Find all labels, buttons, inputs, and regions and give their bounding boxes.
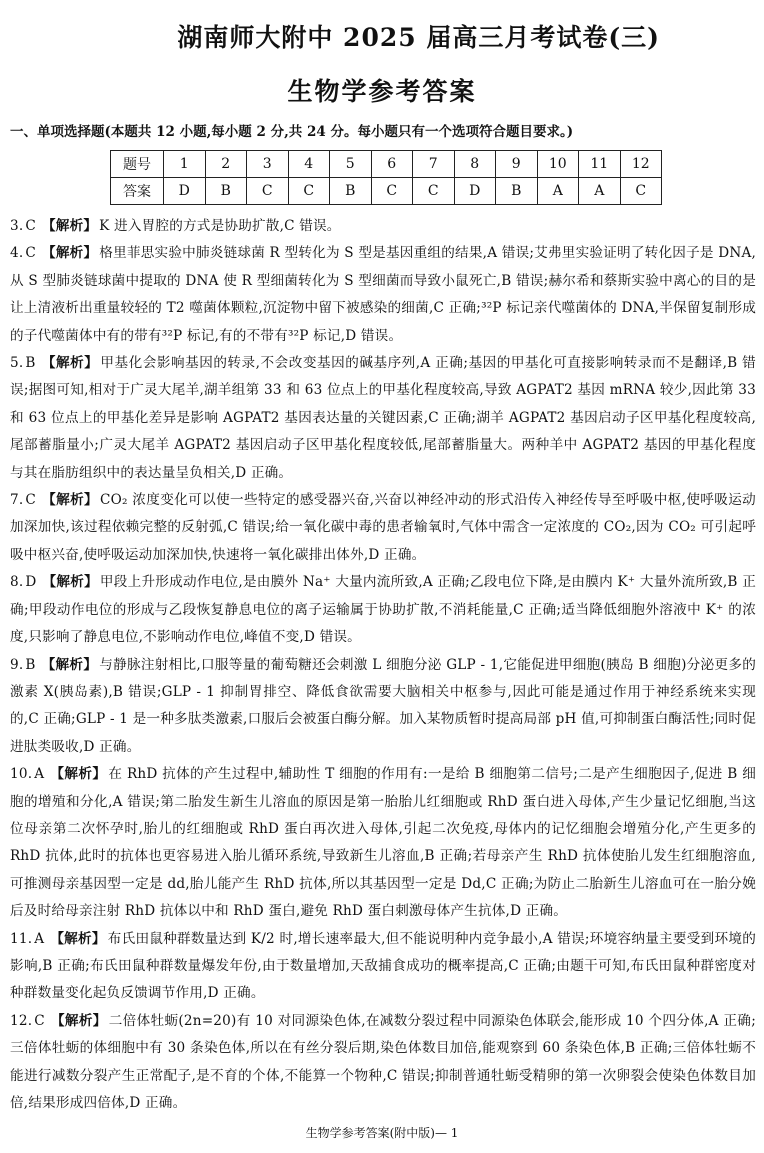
- question-number: 4.: [10, 245, 24, 262]
- answer-letter-cell: A: [579, 178, 621, 205]
- explanation-text: 布氏田鼠种群数量达到 K/2 时,增长速率最大,但不能说明种内竞争最小,A 错误;环境容纳量主要受到环境的影响,B 正确;布氏田鼠种群数量爆发年份,由于数量增加,天敌捕食成功的概率提高,C 正确;由题干可知,布氏田鼠种群密度对种群数量变化起负反馈调节作用,D 正确。: [10, 930, 756, 1002]
- explanation-text: 在 RhD 抗体的产生过程中,辅助性 T 细胞的作用有:一是给 B 细胞第二信号;二是产生细胞因子,促进 B 细胞的增殖和分化,A 错误;第二胎发生新生儿溶血的原因是第一胎胎儿红细胞或 RhD 蛋白进入母体,产生少量记忆细胞,当这位母亲第二次怀孕时,胎儿的红细胞或 RhD 蛋白再次进入母体,引起二次免疫,母体内的记忆细胞会增殖分化,产生更多的 RhD 抗体,此时的抗体也更容易进入胎儿循环系统,导致新生儿溶血,B 正确;若母亲产生 RhD 抗体使胎儿发生红细胞溶血,可推测母亲基因型一定是 dd,胎儿能产生 RhD 抗体,所以其基因型一定是 Dd,C 正确;为防止二胎新生儿溶血可在一胎分娩后及时给母亲注射 RhD 抗体以中和 RhD 蛋白,避免 RhD 蛋白刺激母体产生抗体,D 正确。: [10, 766, 756, 920]
- question-number-cell: 3: [247, 151, 289, 178]
- answer-letter-cell: A: [537, 178, 579, 205]
- explanation-item: [10, 350, 756, 487]
- analysis-tag: 【解析】: [41, 355, 99, 372]
- answer-letter-cell: C: [371, 178, 413, 205]
- explanation-text: 与静脉注射相比,口服等量的葡萄糖还会刺激 L 细胞分泌 GLP - 1,它能促进甲细胞(胰岛 B 细胞)分泌更多的激素 X(胰岛素),B 错误;GLP - 1 抑制胃排空、降低食欲需要大脑相关中枢参与,因此可能是通过作用于神经系统来实现的,C 正确;GLP - 1 是一种多肽类激素,口服后会被蛋白酶分解。加入某物质暂时提高局部 pH 值,可抑制蛋白酶活性;同时促进肽类吸收,D 正确。: [10, 656, 756, 755]
- answer-table-letter-row: [111, 178, 662, 205]
- question-number: 10.: [10, 766, 33, 783]
- school-title: 湖南师大附中 2025 届高三月考试卷(三): [177, 23, 660, 52]
- answer-letter: C: [34, 1012, 45, 1029]
- analysis-tag: 【解析】: [41, 245, 98, 262]
- question-number: 12.: [10, 1012, 33, 1029]
- section-heading: 一、单项选择题(本题共 12 小题,每小题 2 分,共 24 分。每小题只有一个选项符合题目要求。): [10, 124, 574, 140]
- explanation-item: [10, 761, 756, 925]
- answer-letter-cell: C: [247, 178, 289, 205]
- answer-letter: D: [25, 574, 37, 591]
- explanation-item: [10, 1008, 756, 1118]
- explanation-text: K 进入胃腔的方式是协助扩散,C 错误。: [99, 218, 341, 234]
- explanation-text: 甲段上升形成动作电位,是由膜外 Na⁺ 大量内流所致,A 正确;乙段电位下降,是由膜内 K⁺ 大量外流所致,B 正确;甲段动作电位的形成与乙段恢复静息电位的离子运输属于协助扩散,不消耗能量,C 正确;适当降低细胞外溶液中 K⁺ 的浓度,只影响了静息电位,不影响动作电位,峰值不变,D 错误。: [10, 574, 756, 646]
- question-number: 7.: [10, 492, 24, 509]
- question-number-cell: 12: [620, 151, 662, 178]
- explanation-text: CO₂ 浓度变化可以使一些特定的感受器兴奋,兴奋以神经冲动的形式沿传入神经传导至呼吸中枢,使呼吸运动加深加快,该过程依赖完整的反射弧,C 错误;给一氧化碳中毒的患者输氧时,气体中需含一定浓度的 CO₂,因为 CO₂ 可引起呼吸中枢兴奋,使呼吸运动加深加快,快速将一氧化碳排出体外,D 正确。: [10, 492, 756, 563]
- answer-letter-cell: B: [330, 178, 372, 205]
- answer-letter: B: [25, 355, 36, 372]
- explanation-item: [10, 926, 756, 1008]
- question-number: 3.: [10, 218, 24, 234]
- analysis-tag: 【解析】: [41, 218, 98, 234]
- question-number: 9.: [10, 656, 24, 673]
- analysis-tag: 【解析】: [41, 492, 99, 509]
- explanation-text: 二倍体牡蛎(2n=20)有 10 对同源染色体,在减数分裂过程中同源染色体联会,能形成 10 个四分体,A 正确;三倍体牡蛎的体细胞中有 30 条染色体,所以在有丝分裂后期,染色体数目加倍,能观察到 60 条染色体,B 正确;三倍体牡蛎不能进行减数分裂产生正常配子,是不育的个体,不能算一个物种,C 错误;抑制普通牡蛎受精卵的第一次卵裂会使染色体数目加倍,结果形成四倍体,D 正确。: [10, 1012, 756, 1111]
- page-footer: 生物学参考答案(附中版)— 1: [305, 1126, 459, 1140]
- answer-letter: C: [25, 218, 36, 234]
- row-label-number: 题号: [111, 151, 164, 178]
- question-number: 11.: [10, 930, 33, 947]
- explanation-item: [10, 213, 756, 240]
- explanation-text: 格里菲思实验中肺炎链球菌 R 型转化为 S 型是基因重组的结果,A 错误;艾弗里实验证明了转化因子是 DNA,从 S 型肺炎链球菌中提取的 DNA 使 R 型细菌转化为 S 型细菌而导致小鼠死亡,B 错误;赫尔希和蔡斯实验中离心的目的是让上清液析出重量较轻的 T2 噬菌体颗粒,沉淀物中留下被感染的细菌,C 正确;³²P 标记亲代噬菌体的 DNA,半保留复制形成的子代噬菌体中有的带有³²P 标记,有的不带有³²P 标记,D 错误。: [10, 245, 756, 344]
- question-number-cell: 4: [288, 151, 330, 178]
- analysis-tag: 【解析】: [41, 656, 98, 673]
- answer-letter-cell: C: [413, 178, 455, 205]
- question-number: 5.: [10, 355, 24, 372]
- explanations: [10, 213, 756, 1117]
- question-number-cell: 8: [454, 151, 496, 178]
- answer-letter-cell: D: [164, 178, 206, 205]
- explanation-text: 甲基化会影响基因的转录,不会改变基因的碱基序列,A 正确;基因的甲基化可直接影响转录而不是翻译,B 错误;据图可知,相对于广灵大尾羊,湖羊组第 33 和 63 位点上的甲基化程度较高,导致 AGPAT2 基因 mRNA 较少,因此第 33 和 63 位点上的甲基化差异是影响 AGPAT2 基因表达量的关键因素,C 正确;湖羊 AGPAT2 基因启动子区甲基化程度较高,尾部蓄脂量小;广灵大尾羊 AGPAT2 基因启动子区甲基化程度较低,尾部蓄脂量大。两种羊中 AGPAT2 基因的甲基化程度与其在脂肪组织中的表达量呈负相关,D 正确。: [10, 355, 756, 481]
- answer-letter-cell: D: [454, 178, 496, 205]
- analysis-tag: 【解析】: [42, 574, 98, 591]
- answer-letter: C: [25, 245, 36, 262]
- answer-table: [110, 150, 662, 205]
- explanation-item: [10, 240, 756, 350]
- analysis-tag: 【解析】: [50, 766, 107, 783]
- question-number-cell: 5: [330, 151, 372, 178]
- question-number-cell: 7: [413, 151, 455, 178]
- explanation-item: [10, 569, 756, 651]
- answer-letter-cell: B: [496, 178, 538, 205]
- analysis-tag: 【解析】: [50, 930, 106, 947]
- analysis-tag: 【解析】: [50, 1012, 107, 1029]
- answer-letter: B: [25, 656, 36, 673]
- question-number-cell: 11: [579, 151, 621, 178]
- explanation-item: [10, 652, 756, 762]
- answer-letter: A: [34, 766, 45, 783]
- answer-letter-cell: C: [288, 178, 330, 205]
- answer-letter-cell: C: [620, 178, 662, 205]
- question-number-cell: 6: [371, 151, 413, 178]
- question-number-cell: 10: [537, 151, 579, 178]
- question-number-cell: 9: [496, 151, 538, 178]
- question-number-cell: 1: [164, 151, 206, 178]
- question-number: 8.: [10, 574, 24, 591]
- explanation-item: [10, 487, 756, 569]
- row-label-answer: 答案: [111, 178, 164, 205]
- answer-letter: A: [34, 930, 45, 947]
- answer-letter-cell: B: [205, 178, 247, 205]
- answer-letter: C: [25, 492, 36, 509]
- question-number-cell: 2: [205, 151, 247, 178]
- answer-table-number-row: [111, 151, 662, 178]
- document-title: 生物学参考答案: [287, 77, 477, 106]
